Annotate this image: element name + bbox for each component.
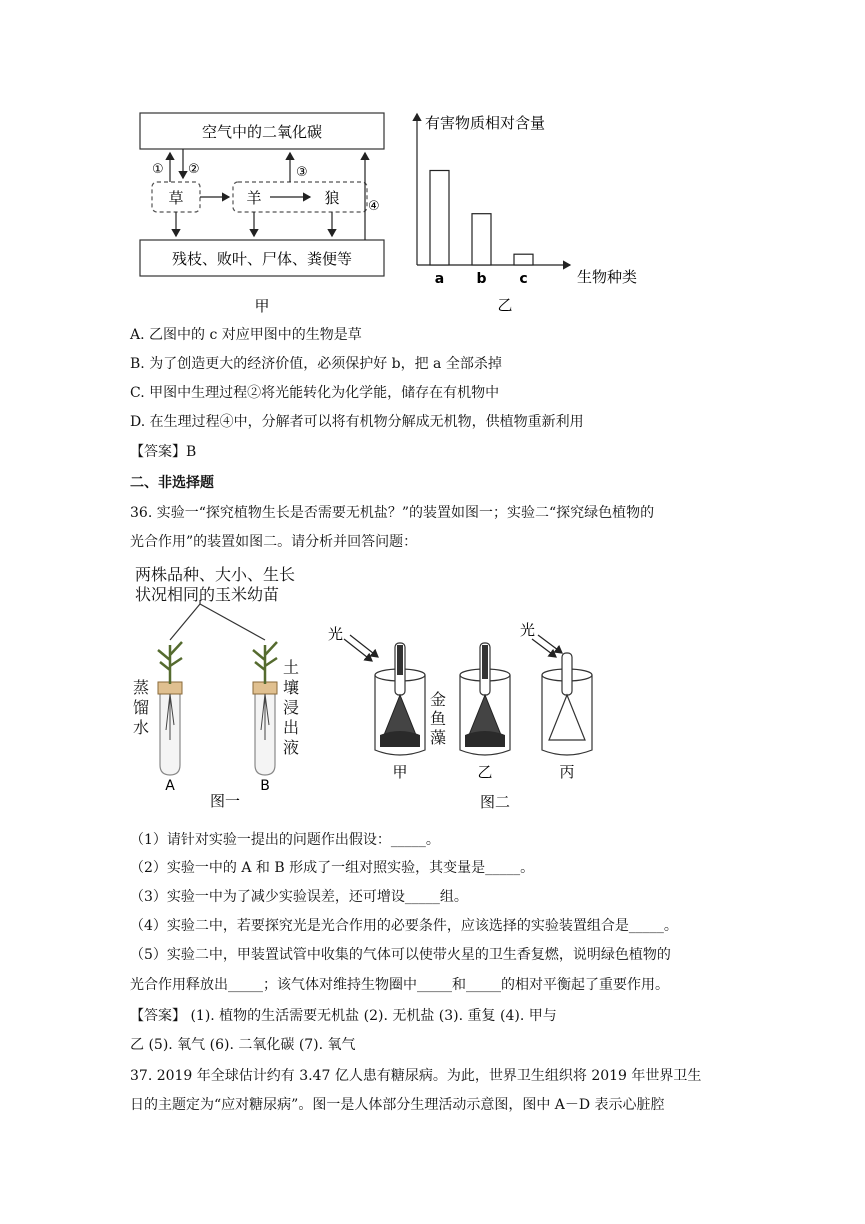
fig1-note-line1: 两株品种、大小、生长	[135, 565, 296, 584]
wolf-label: 狼	[324, 189, 340, 207]
device-bing	[542, 653, 592, 755]
co2-box-label: 空气中的二氧化碳	[201, 123, 323, 141]
fig1-note-line2: 状况相同的玉米幼苗	[135, 585, 280, 604]
y-axis-label: 有害物质相对含量	[425, 114, 546, 132]
figure-2-devices	[320, 615, 600, 815]
tube-b	[253, 642, 277, 775]
tick-label-b: b	[476, 271, 487, 287]
tube-b-label: B	[260, 778, 270, 794]
q35-option-a: A. 乙图中的 c 对应甲图中的生物是草	[130, 327, 362, 343]
device-jia-label: 甲	[392, 763, 408, 781]
q35-option-b: B. 为了创造更大的经济价值，必须保护好 b，把 a 全部杀掉	[130, 356, 502, 372]
q36-item-1: （1）请针对实验一提出的问题作出假设：_____。	[130, 832, 440, 848]
grass-label: 草	[168, 189, 184, 207]
fig2-label-goldfish-algae: 金鱼藻	[430, 690, 447, 747]
light-2-label: 光	[520, 621, 536, 639]
light-2-arrow-b	[538, 635, 562, 653]
q36-item-4: （4）实验二中，若要探究光是光合作用的必要条件，应该选择的实验装置组合是_____。	[130, 918, 678, 934]
residue-box-label: 残枝、败叶、尸体、粪便等	[171, 250, 353, 268]
q36-stem-line1: 36. 实验一“探究植物生长是否需要无机盐？”的装置如图一；实验二“探究绿色植物的	[130, 505, 655, 521]
figure-2-caption: 图二	[479, 793, 511, 811]
device-yi	[460, 643, 510, 755]
process-2-label: ②	[188, 162, 200, 177]
q35-option-d: D. 在生理过程④中，分解者可以将有机物分解成无机物，供植物重新利用	[130, 414, 584, 430]
figure-yi-bar-chart	[405, 108, 655, 318]
q36-item-3: （3）实验一中为了减少实验误差，还可增设_____组。	[130, 889, 468, 905]
light-1-arrow-a	[344, 639, 372, 661]
tick-label-c: c	[519, 271, 528, 287]
q37-stem-line2: 日的主题定为“应对糖尿病”。图一是人体部分生理活动示意图，图中 A－D 表示心脏腔	[130, 1097, 665, 1113]
q35-option-c: C. 甲图中生理过程②将光能转化为化学能，储存在有机物中	[130, 385, 500, 401]
device-yi-label: 乙	[477, 763, 493, 781]
tube-a	[158, 642, 182, 775]
process-4-label: ④	[368, 199, 380, 214]
q37-stem-line1: 37. 2019 年全球估计约有 3.47 亿人患有糖尿病。为此，世界卫生组织将 2019 年世界卫生	[130, 1068, 702, 1084]
fig1-label-soil-extract: 土壤浸出液	[283, 658, 300, 757]
light-1-label: 光	[328, 625, 344, 643]
light-1-arrow-b	[350, 635, 378, 657]
sheep-label: 羊	[246, 189, 262, 207]
section-title: 二、非选择题	[130, 475, 214, 491]
q36-answer-line1: 【答案】 (1). 植物的生活需要无机盐 (2). 无机盐 (3). 重复 (4). 甲与	[130, 1008, 557, 1024]
q36-stem-line2: 光合作用”的装置如图二。请分析并回答问题：	[130, 534, 418, 550]
figure-jia-carbon-cycle	[130, 105, 400, 320]
x-axis-label: 生物种类	[577, 268, 638, 286]
q36-item-5-line2: 光合作用释放出_____；该气体对维持生物圈中_____和_____的相对平衡起了重要作用。	[130, 977, 669, 993]
tick-label-a: a	[434, 271, 445, 287]
figure-jia-caption: 甲	[254, 297, 270, 315]
bar-b	[472, 214, 491, 265]
figure-1-caption: 图一	[209, 792, 241, 810]
bar-c	[514, 254, 533, 265]
light-2-arrow-a	[532, 639, 556, 657]
process-3-label: ③	[296, 165, 308, 180]
q35-answer: 【答案】B	[130, 444, 197, 460]
q36-item-5-line1: （5）实验二中，甲装置试管中收集的气体可以使带火星的卫生香复燃，说明绿色植物的	[130, 947, 671, 963]
tube-a-label: A	[165, 778, 175, 794]
figure-yi-caption: 乙	[497, 296, 513, 314]
device-bing-label: 丙	[559, 763, 575, 781]
q36-answer-line2: 乙 (5). 氧气 (6). 二氧化碳 (7). 氧气	[130, 1037, 356, 1053]
device-jia	[375, 643, 425, 755]
fig1-note	[135, 565, 335, 605]
bar-a	[430, 171, 449, 266]
process-1-label: ①	[152, 162, 164, 177]
fig1-label-distilled-water: 蒸馏水	[133, 678, 150, 737]
q36-item-2: （2）实验一中的 A 和 B 形成了一组对照实验，其变量是_____。	[130, 860, 535, 876]
